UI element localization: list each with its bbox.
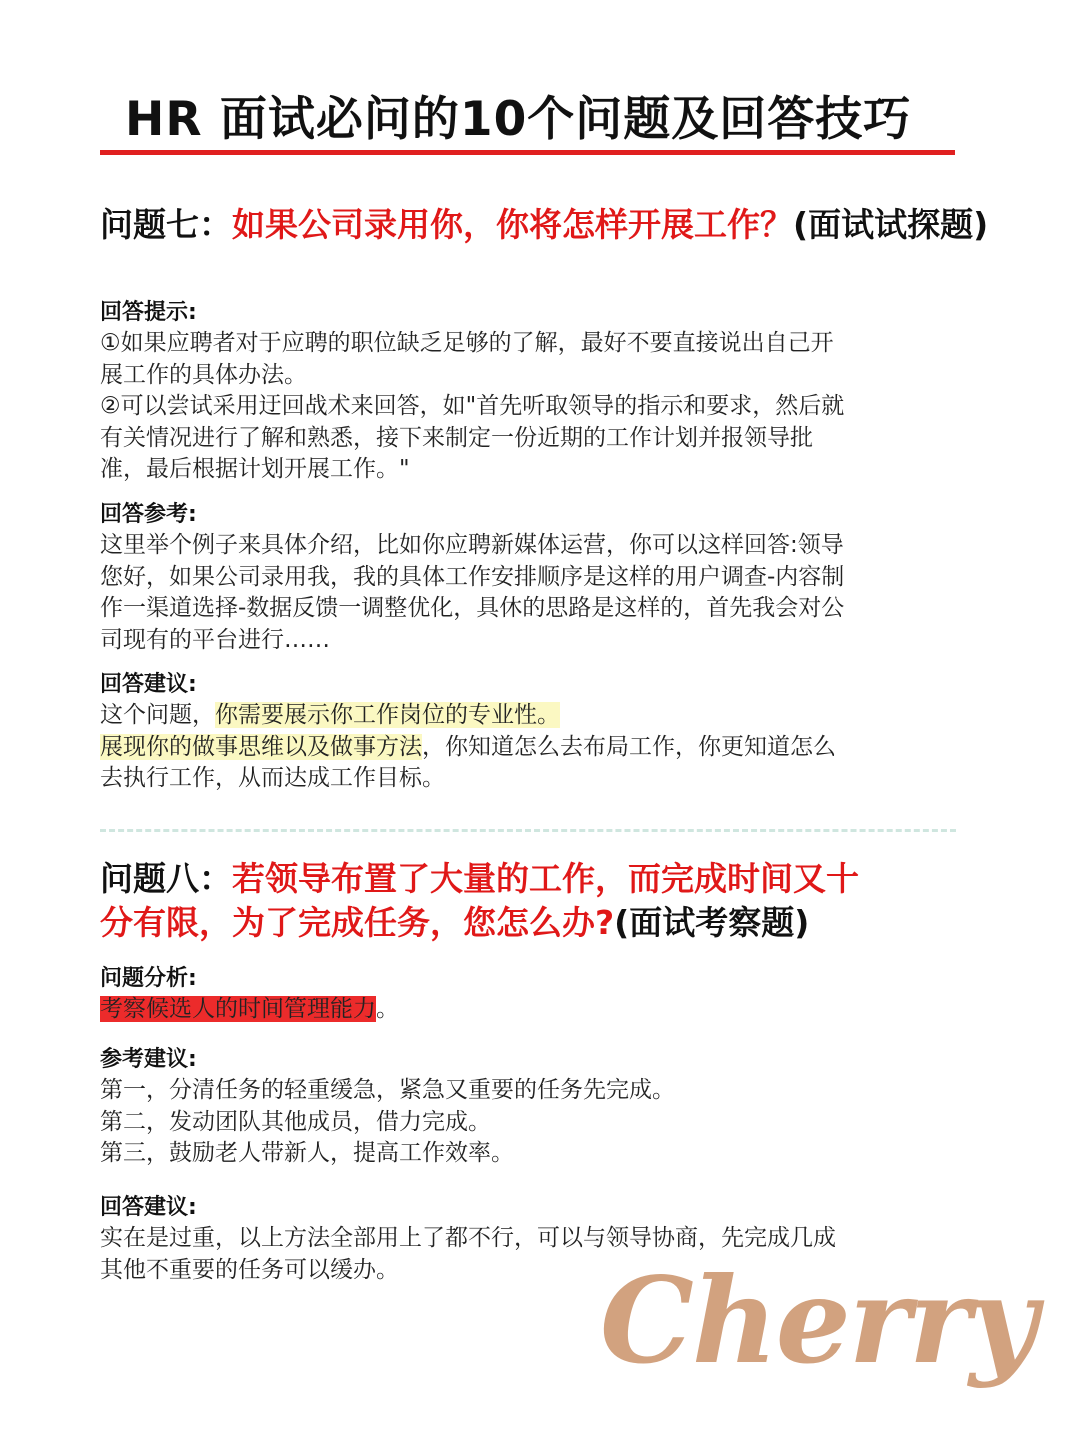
q7-hint-line: 展工作的具体办法。 (100, 361, 307, 388)
q7-reference-line: 您好，如果公司录用我，我的具体工作安排顺序是这样的用户调查-内容制 (100, 563, 845, 590)
q7-suffix: (面试试探题) (793, 205, 989, 244)
q7-advice-label: 回答建议: (100, 672, 197, 697)
q7-hint-line: 有关情况进行了解和熟悉，接下来制定一份近期的工作计划并报领导批 (100, 424, 813, 451)
q7-question: 如果公司录用你，你将怎样开展工作？ (232, 205, 793, 244)
q8-suffix: (面试考察题) (614, 903, 810, 942)
q8-suggest-line: 第一，分清任务的轻重缓急，紧急又重要的任务先完成。 (100, 1077, 675, 1103)
q7-reference-line: 这里举个例子来具体介绍，比如你应聘新媒体运营，你可以这样回答:领导 (100, 532, 844, 558)
q7-advice-line (100, 700, 960, 732)
cherry-watermark: Cherry (600, 1251, 1036, 1390)
q7-heading (100, 203, 1030, 247)
q7-advice-line: 去执行工作，从而达成工作目标。 (100, 765, 445, 791)
q7-reference-label: 回答参考: (100, 502, 197, 527)
q7-hint-line: ①如果应聘者对于应聘的职位缺乏足够的了解，最好不要直接说出自己开 (100, 330, 834, 356)
page-title: HR 面试必问的10个问题及回答技巧 (125, 92, 912, 147)
q8-suggest-label: 参考建议: (100, 1047, 197, 1072)
q7-hint-label: 回答提示: (100, 300, 197, 325)
q8-analysis-label: 问题分析: (100, 966, 197, 991)
q8-analysis-section (100, 964, 960, 1026)
q8-advice-line: 其他不重要的任务可以缓办。 (100, 1256, 399, 1283)
q7-advice-highlight: 你需要展示你工作岗位的专业性。 (215, 702, 560, 728)
q8-advice-line: 实在是过重，以上方法全部用上了都不行，可以与领导协商，先完成几成 (100, 1225, 836, 1251)
title-underline (100, 150, 955, 155)
q7-hint-section (100, 298, 960, 486)
q8-analysis-line (100, 994, 960, 1026)
q7-hint-line: 准，最后根据计划开展工作。" (100, 456, 410, 482)
q7-reference-line: 作一渠道选择-数据反馈一调整优化，具休的思路是这样的，首先我会对公 (100, 595, 845, 621)
q8-suggest-line: 第二，发动团队其他成员，借力完成。 (100, 1108, 491, 1135)
q8-question: 若领导布置了大量的工作，而完成时间又十 (232, 859, 859, 898)
q8-heading (100, 857, 1030, 945)
q8-analysis-highlight: 考察候选人的时间管理能力 (100, 996, 376, 1022)
q8-question: 分有限，为了完成任务，您怎么办? (100, 903, 615, 942)
section-divider (100, 829, 956, 832)
q8-prefix: 问题八： (100, 859, 232, 898)
q8-advice-label: 回答建议: (100, 1195, 197, 1220)
q7-hint-line: ②可以尝试采用迂回战术来回答，如"首先听取领导的指示和要求，然后就 (100, 393, 845, 419)
q8-suggest-section (100, 1045, 960, 1170)
q8-analysis-end: 。 (376, 996, 399, 1022)
q7-advice-line (100, 732, 960, 764)
q7-reference-line: 司现有的平台进行…… (100, 626, 330, 653)
q7-advice-highlight: 展现你的做事思维以及做事方法 (100, 733, 422, 760)
q7-reference-section (100, 500, 960, 656)
q7-advice-text: ，你知道怎么去布局工作，你更知道怎么 (422, 733, 836, 760)
q7-advice-section (100, 670, 960, 795)
q7-advice-text: 这个问题， (100, 702, 215, 728)
q8-suggest-line: 第三，鼓励老人带新人，提高工作效率。 (100, 1140, 514, 1166)
q7-prefix: 问题七： (100, 205, 232, 244)
